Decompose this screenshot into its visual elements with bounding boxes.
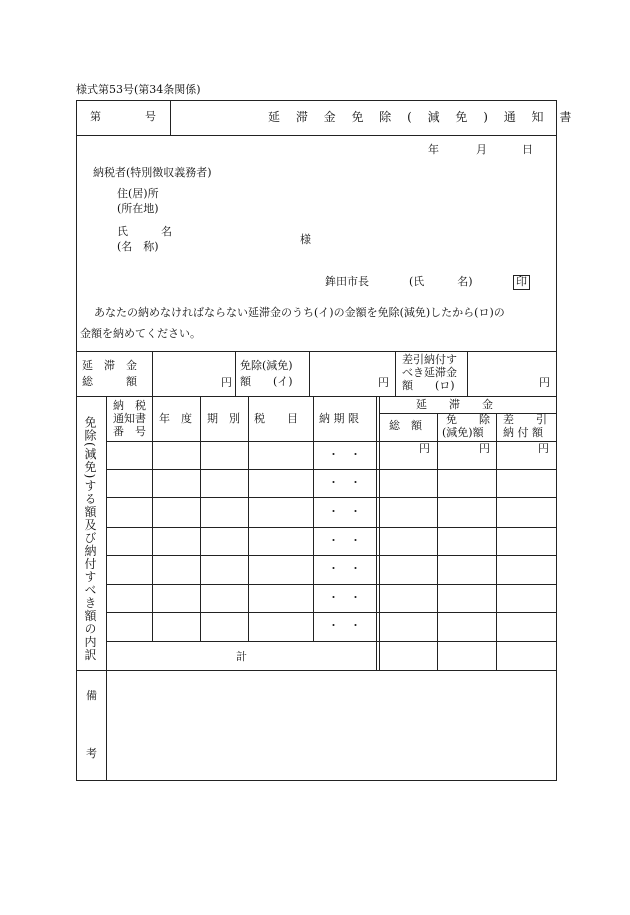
summary-split-3	[309, 351, 310, 396]
col-due-header: 納 期 限	[319, 412, 359, 425]
net-payable-label-2: べき延滞金	[402, 366, 457, 379]
due-date-dots: ・ ・	[328, 562, 361, 575]
col-period-header: 期 別	[207, 412, 240, 425]
net-payable-label-3: 額 (ロ)	[402, 379, 455, 392]
notice-number-label: 第 号	[90, 110, 156, 123]
col-split-due-a	[376, 396, 377, 670]
col-net-header-1: 差 引	[503, 413, 547, 426]
divider-summary	[76, 396, 557, 397]
exempt-amount-label-1: 免除(減免)	[240, 359, 293, 372]
col-split-total	[437, 413, 438, 670]
summary-split-4	[395, 351, 396, 396]
issuer-name-label: (氏 名)	[409, 275, 473, 288]
due-date-dots: ・ ・	[328, 534, 361, 547]
exempt-col-yen: 円	[479, 442, 490, 455]
col-split-notice	[152, 396, 153, 641]
name-label: 氏 名	[117, 225, 172, 238]
col-split-due-b	[379, 396, 380, 670]
header-split	[170, 100, 171, 135]
due-date-dots: ・ ・	[328, 591, 361, 604]
location-label: (所在地)	[117, 202, 159, 215]
col-split-exempt	[496, 413, 497, 670]
col-split-year	[200, 396, 201, 641]
col-exempt-header-1: 免 除	[446, 413, 490, 426]
row-line-5	[106, 584, 557, 585]
remarks-split	[106, 670, 107, 781]
breakdown-side-label: 免除(減免)する額及び納付すべき額の内訳	[83, 416, 97, 662]
divider-header	[76, 135, 557, 136]
col-notice-header-2: 通知書	[113, 412, 146, 425]
exempt-amount-label-2: 額 (イ)	[240, 375, 293, 388]
summary-split-2	[235, 351, 236, 396]
due-date-dots: ・ ・	[328, 505, 361, 518]
summary-split-5	[467, 351, 468, 396]
due-date-dots: ・ ・	[328, 619, 361, 632]
remarks-label-1: 備	[86, 689, 97, 702]
date-day: 日	[522, 143, 533, 156]
total-late-fee-label-2: 総 額	[82, 375, 137, 388]
row-line-1	[106, 469, 557, 470]
col-split-period	[248, 396, 249, 641]
remarks-label-2: 考	[86, 747, 97, 760]
row-line-6	[106, 612, 557, 613]
notice-text-line1: あなたの納めなければならない延滞金のうち(イ)の金額を免除(減免)したから(ロ)の	[94, 306, 505, 319]
exempt-amount-yen: 円	[378, 376, 389, 389]
col-notice-header-3: 番 号	[113, 425, 146, 438]
sama-honorific: 様	[300, 233, 311, 246]
divider-notice	[76, 351, 557, 352]
total-col-yen: 円	[419, 442, 430, 455]
form-title: 延 滞 金 免 除 ( 減 免 ) 通 知 書	[268, 110, 578, 124]
col-item-header: 税 目	[254, 412, 298, 425]
col-total-header: 総 額	[389, 419, 422, 432]
taxpayer-label: 納税者(特別徴収義務者)	[93, 166, 212, 179]
col-late-fee-header: 延 滞 金	[416, 398, 493, 411]
issuer-title: 鉾田市長	[325, 275, 369, 288]
summary-split-1	[152, 351, 153, 396]
total-late-fee-yen: 円	[221, 376, 232, 389]
corp-name-label: (名 称)	[117, 240, 159, 253]
total-late-fee-label-1: 延 滞 金	[82, 359, 137, 372]
address-label: 住(居)所	[117, 187, 159, 200]
date-year: 年	[428, 143, 439, 156]
col-exempt-header-2: (減免)額	[442, 426, 484, 439]
due-date-dots: ・ ・	[328, 448, 361, 461]
net-payable-yen: 円	[539, 376, 550, 389]
col-net-header-2: 納 付 額	[503, 426, 543, 439]
seal-mark: 印	[513, 275, 530, 290]
col-notice-header-1: 納 税	[113, 399, 146, 412]
side-label-split	[106, 396, 107, 670]
notice-text-line2: 金額を納めてください。	[80, 327, 201, 340]
date-month: 月	[476, 143, 487, 156]
net-col-yen: 円	[538, 442, 549, 455]
total-row-label: 計	[236, 650, 247, 663]
row-line-2	[106, 497, 557, 498]
col-year-header: 年 度	[159, 412, 192, 425]
divider-breakdown	[76, 670, 557, 671]
form-number: 様式第53号(第34条関係)	[76, 83, 201, 96]
row-line-3	[106, 527, 557, 528]
due-date-dots: ・ ・	[328, 476, 361, 489]
row-line-7	[106, 641, 557, 642]
net-payable-label-1: 差引納付す	[402, 353, 457, 366]
row-line-4	[106, 555, 557, 556]
